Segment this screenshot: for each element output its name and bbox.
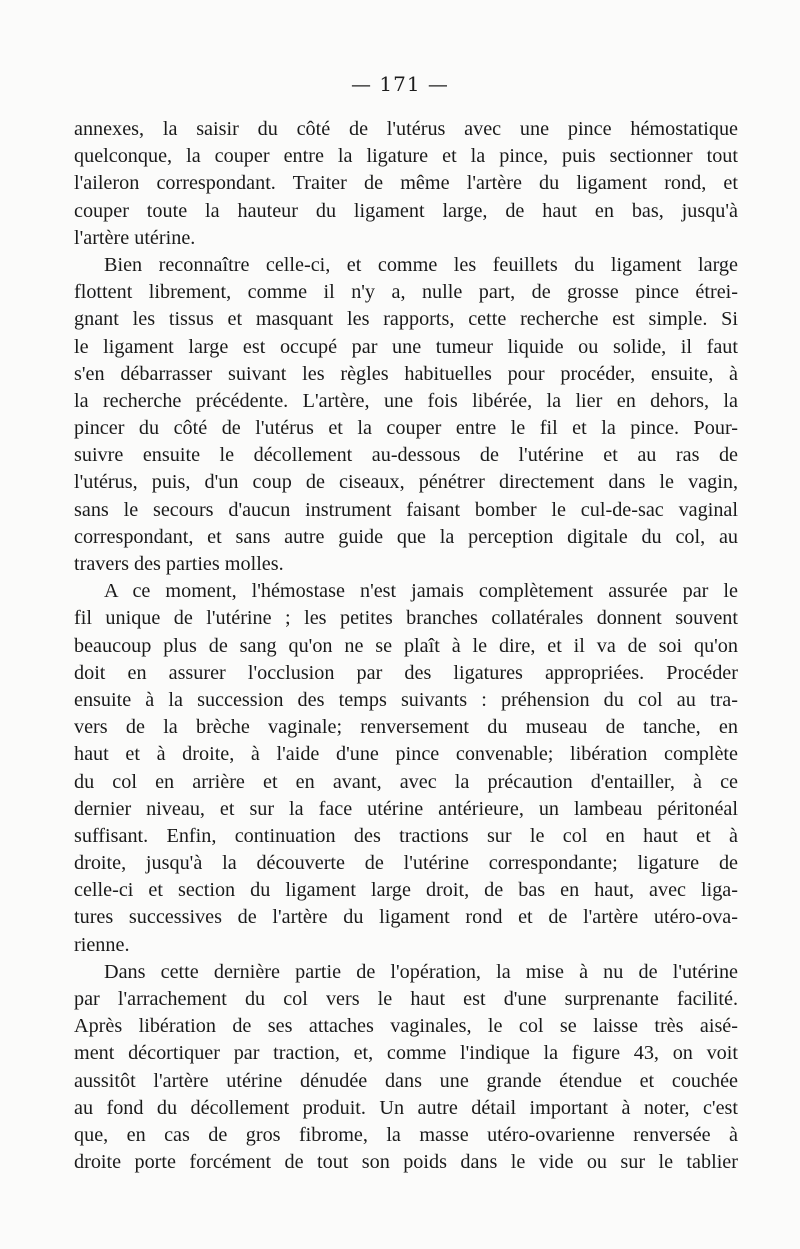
text-line: couper toute la hauteur du ligament large, de haut en bas, jusqu'à: [74, 199, 738, 222]
text-line: aussitôt l'artère utérine dénudée dans une grande étendue et couchée: [74, 1069, 738, 1092]
body-text: [74, 116, 738, 1176]
text-line: Dans cette dernière partie de l'opération, la mise à nu de l'utérine: [104, 960, 738, 983]
text-line: correspondant, et sans autre guide que la perception digitale du col, au: [74, 525, 738, 548]
text-line: haut et à droite, à l'aide d'une pince convenable; libération complète: [74, 743, 738, 766]
text-line: pincer du côté de l'utérus et la couper entre le fil et la pince. Pour-: [74, 417, 738, 440]
text-line: travers des parties molles.: [74, 553, 284, 575]
text-line: quelconque, la couper entre la ligature et la pince, puis sectionner tout: [74, 145, 738, 168]
text-line: droite, jusqu'à la découverte de l'utérine correspondante; ligature de: [74, 852, 738, 875]
text-line: Bien reconnaître celle-ci, et comme les feuillets du ligament large: [104, 253, 738, 276]
text-line: vers de la brèche vaginale; renversement du museau de tanche, en: [74, 716, 738, 739]
text-line: dernier niveau, et sur la face utérine antérieure, un lambeau péritonéal: [74, 797, 738, 820]
text-line: beaucoup plus de sang qu'on ne se plaît à le dire, et il va de soi qu'on: [74, 634, 738, 657]
text-line: annexes, la saisir du côté de l'utérus avec une pince hémostatique: [74, 118, 738, 140]
text-line: par l'arrachement du col vers le haut est d'une surprenante facilité.: [74, 988, 738, 1010]
text-line: tures successives de l'artère du ligament rond et de l'artère utéro-ova-: [74, 906, 738, 929]
text-line: A ce moment, l'hémostase n'est jamais complètement assurée par le: [104, 580, 738, 603]
page-number: — 171 —: [351, 72, 449, 96]
text-line: droite porte forcément de tout son poids dans le vide ou sur le tablier: [74, 1151, 738, 1174]
text-line: la recherche précédente. L'artère, une fois libérée, la lier en dehors, la: [74, 389, 738, 412]
paragraph-2: [74, 252, 738, 578]
text-line: celle-ci et section du ligament large droit, de bas en haut, avec liga-: [74, 879, 738, 902]
text-line: Après libération de ses attaches vaginales, le col se laisse très aisé-: [74, 1015, 738, 1038]
text-line: au fond du décollement produit. Un autre détail important à noter, c'est: [74, 1096, 738, 1119]
text-line: l'artère utérine.: [74, 226, 196, 249]
paragraph-1: [74, 116, 738, 252]
text-line: doit en assurer l'occlusion par des ligatures appropriées. Procéder: [74, 661, 738, 684]
paragraph-3: [74, 578, 738, 959]
text-line: l'aileron correspondant. Traiter de même l'artère du ligament rond, et: [74, 172, 738, 195]
text-line: ment décortiquer par traction, et, comme l'indique la figure 43, on voit: [74, 1042, 738, 1065]
text-line: suivre ensuite le décollement au-dessous de l'utérine et au ras de: [74, 444, 738, 467]
text-line: gnant les tissus et masquant les rapports, cette recherche est simple. Si: [74, 308, 738, 331]
text-line: s'en débarrasser suivant les règles habituelles pour procéder, ensuite, à: [74, 362, 738, 385]
text-line: du col en arrière et en avant, avec la précaution d'entailler, à ce: [74, 770, 738, 793]
text-line: suffisant. Enfin, continuation des tractions sur le col en haut et à: [74, 824, 738, 847]
text-line: rienne.: [74, 933, 130, 956]
text-line: l'utérus, puis, d'un coup de ciseaux, pénétrer directement dans le vagin,: [74, 471, 738, 494]
text-line: que, en cas de gros fibrome, la masse utéro-ovarienne renversée à: [74, 1123, 738, 1146]
text-line: ensuite à la succession des temps suivants : préhension du col au tra-: [74, 688, 738, 711]
text-line: sans le secours d'aucun instrument faisant bomber le cul-de-sac vaginal: [74, 498, 738, 521]
text-line: flottent librement, comme il n'y a, nulle part, de grosse pince étrei-: [74, 281, 738, 304]
text-line: le ligament large est occupé par une tumeur liquide ou solide, il faut: [74, 335, 738, 358]
paragraph-4: [74, 959, 738, 1177]
text-line: fil unique de l'utérine ; les petites branches collatérales donnent souvent: [74, 607, 738, 630]
